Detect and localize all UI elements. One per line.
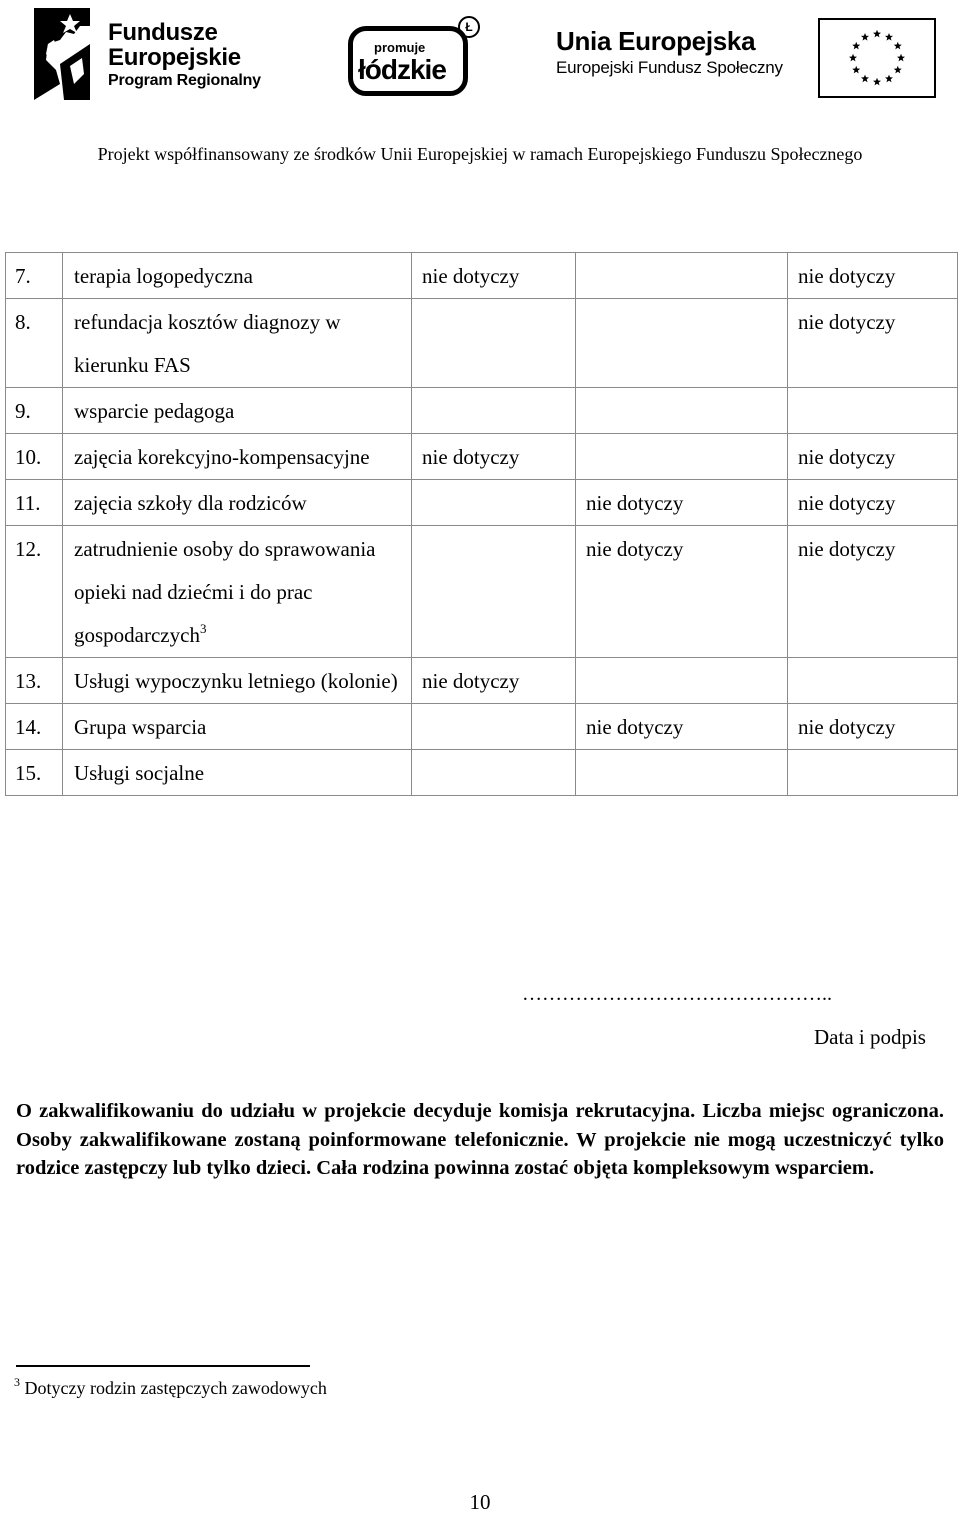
row-service-name-text: zatrudnienie osoby do sprawowania opieki nad dziećmi i do prac gospodarczych <box>74 537 376 647</box>
row-cell-col4 <box>576 750 788 796</box>
row-cell-col3 <box>412 658 576 704</box>
row-cell-col5 <box>788 299 958 388</box>
fundusze-europejskie-emblem-icon <box>30 4 102 104</box>
row-cell-col4 <box>576 253 788 299</box>
row-service-name <box>63 253 412 299</box>
row-cell-col4 <box>576 299 788 388</box>
lodzkie-logo-word: łódzkie <box>358 54 446 85</box>
fe-logo-line2: Europejskie <box>108 44 241 71</box>
eu-star-icon <box>897 54 905 62</box>
row-cell-col3 <box>412 388 576 434</box>
footnote-text: Dotyczy rodzin zastępczych zawodowych <box>24 1378 327 1398</box>
row-number <box>6 253 63 299</box>
row-service-name-text: Usługi wypoczynku letniego (kolonie) <box>74 669 398 693</box>
row-number-text: 13. <box>15 669 42 693</box>
row-number-text: 15. <box>15 761 42 785</box>
row-service-name <box>63 480 412 526</box>
project-cofinancing-line: Projekt współfinansowany ze środków Unii Europejskiej w ramach Europejskiego Funduszu Społecznego <box>97 144 863 164</box>
row-service-name-text: zajęcia szkoły dla rodziców <box>74 491 307 515</box>
row-number <box>6 480 63 526</box>
row-cell-col3 <box>412 299 576 388</box>
row-cell-col5 <box>788 704 958 750</box>
row-cell-col5 <box>788 750 958 796</box>
row-number-text: 11. <box>15 491 41 515</box>
row-service-name-text: Usługi socjalne <box>74 761 205 785</box>
eu-star-icon <box>894 42 902 50</box>
row-cell-col4-text: nie dotyczy <box>586 537 684 561</box>
row-cell-col5-text: nie dotyczy <box>798 264 896 288</box>
row-cell-col3-text: nie dotyczy <box>422 669 520 693</box>
row-cell-col4 <box>576 480 788 526</box>
row-service-name-text: zajęcia korekcyjno-kompensacyjne <box>74 445 370 469</box>
row-cell-col5 <box>788 480 958 526</box>
row-number <box>6 704 63 750</box>
row-number-text: 8. <box>15 310 31 334</box>
row-cell-col3 <box>412 750 576 796</box>
promuje-lodzkie-logo <box>346 14 486 98</box>
row-cell-col3 <box>412 526 576 658</box>
row-cell-col5-text: nie dotyczy <box>798 715 896 739</box>
table-row <box>6 299 958 388</box>
table-row <box>6 750 958 796</box>
row-cell-col4 <box>576 704 788 750</box>
eu-star-icon <box>861 75 869 83</box>
ue-logo-subtitle: Europejski Fundusz Społeczny <box>556 58 783 77</box>
row-cell-col4-text: nie dotyczy <box>586 715 684 739</box>
table-row <box>6 253 958 299</box>
row-service-name <box>63 704 412 750</box>
eu-star-icon <box>894 66 902 74</box>
row-cell-col4 <box>576 526 788 658</box>
fe-logo-line1: Fundusze <box>108 19 218 46</box>
eu-flag-icon <box>818 18 936 98</box>
row-service-name-text: terapia logopedyczna <box>74 264 253 288</box>
row-cell-col3 <box>412 253 576 299</box>
row-cell-col5-text: nie dotyczy <box>798 310 896 334</box>
row-cell-col4-text: nie dotyczy <box>586 491 684 515</box>
eu-star-icon <box>873 30 881 38</box>
eu-star-icon <box>852 66 860 74</box>
row-cell-col5 <box>788 658 958 704</box>
unia-europejska-logo <box>556 26 783 80</box>
fe-logo-line3: Program Regionalny <box>108 72 261 89</box>
row-number-text: 14. <box>15 715 42 739</box>
row-number <box>6 658 63 704</box>
row-service-name <box>63 299 412 388</box>
row-service-name <box>63 658 412 704</box>
footnote <box>14 1375 327 1399</box>
eu-star-icon <box>873 78 881 86</box>
row-service-name <box>63 526 412 658</box>
footnote-separator <box>16 1365 310 1367</box>
eu-stars-icon <box>820 20 934 96</box>
support-forms-table <box>5 252 958 796</box>
row-number <box>6 388 63 434</box>
eu-star-icon <box>885 33 893 41</box>
row-cell-col3 <box>412 480 576 526</box>
eu-star-icon <box>861 33 869 41</box>
row-number-text: 10. <box>15 445 42 469</box>
date-and-signature-label: Data i podpis <box>814 1025 926 1049</box>
lodzkie-logo-top: promuje <box>374 40 426 55</box>
table-row <box>6 658 958 704</box>
row-number <box>6 299 63 388</box>
row-service-name-text: wsparcie pedagoga <box>74 399 235 423</box>
table-row <box>6 434 958 480</box>
row-cell-col5-text: nie dotyczy <box>798 445 896 469</box>
row-number-text: 9. <box>15 399 31 423</box>
table-row <box>6 480 958 526</box>
signature-dotted-line: ……………………………………….. <box>522 983 832 1005</box>
row-number <box>6 434 63 480</box>
page-number: 10 <box>469 1490 491 1514</box>
row-cell-col4 <box>576 388 788 434</box>
table-row <box>6 526 958 658</box>
row-number-text: 7. <box>15 264 31 288</box>
eu-star-icon <box>885 75 893 83</box>
row-cell-col3-text: nie dotyczy <box>422 445 520 469</box>
row-cell-col3 <box>412 434 576 480</box>
ue-logo-title: Unia Europejska <box>556 26 756 56</box>
footnote-reference: 3 <box>199 621 207 636</box>
row-service-name-text: refundacja kosztów diagnozy w kierunku FAS <box>74 310 341 377</box>
table-row <box>6 704 958 750</box>
row-service-name <box>63 750 412 796</box>
eu-star-icon <box>852 42 860 50</box>
row-cell-col5 <box>788 434 958 480</box>
qualification-notice: O zakwalifikowaniu do udziału w projekcie decyduje komisja rekrutacyjna. Liczba miejsc ograniczona. Osoby zakwalifikowane zostaną poinformowane telefonicznie. W projekcie nie mogą uczestniczyć tylko rodzice zastępczy lub tylko dzieci. Cała rodzina powinna zostać objęta kompleksowym wsparciem. <box>16 1100 944 1179</box>
row-service-name <box>63 434 412 480</box>
row-number <box>6 526 63 658</box>
table-row <box>6 388 958 434</box>
row-cell-col4 <box>576 658 788 704</box>
row-cell-col5-text: nie dotyczy <box>798 491 896 515</box>
row-cell-col5 <box>788 526 958 658</box>
lodzkie-coin-icon: Ł <box>458 16 480 38</box>
row-cell-col5 <box>788 253 958 299</box>
row-cell-col3-text: nie dotyczy <box>422 264 520 288</box>
fundusze-europejskie-logo <box>30 2 290 107</box>
eu-star-icon <box>849 54 857 62</box>
row-cell-col5-text: nie dotyczy <box>798 537 896 561</box>
row-cell-col4 <box>576 434 788 480</box>
row-number-text: 12. <box>15 537 42 561</box>
footnote-mark: 3 <box>14 1375 20 1389</box>
row-cell-col5 <box>788 388 958 434</box>
row-service-name <box>63 388 412 434</box>
row-cell-col3 <box>412 704 576 750</box>
row-number <box>6 750 63 796</box>
row-service-name-text: Grupa wsparcia <box>74 715 207 739</box>
